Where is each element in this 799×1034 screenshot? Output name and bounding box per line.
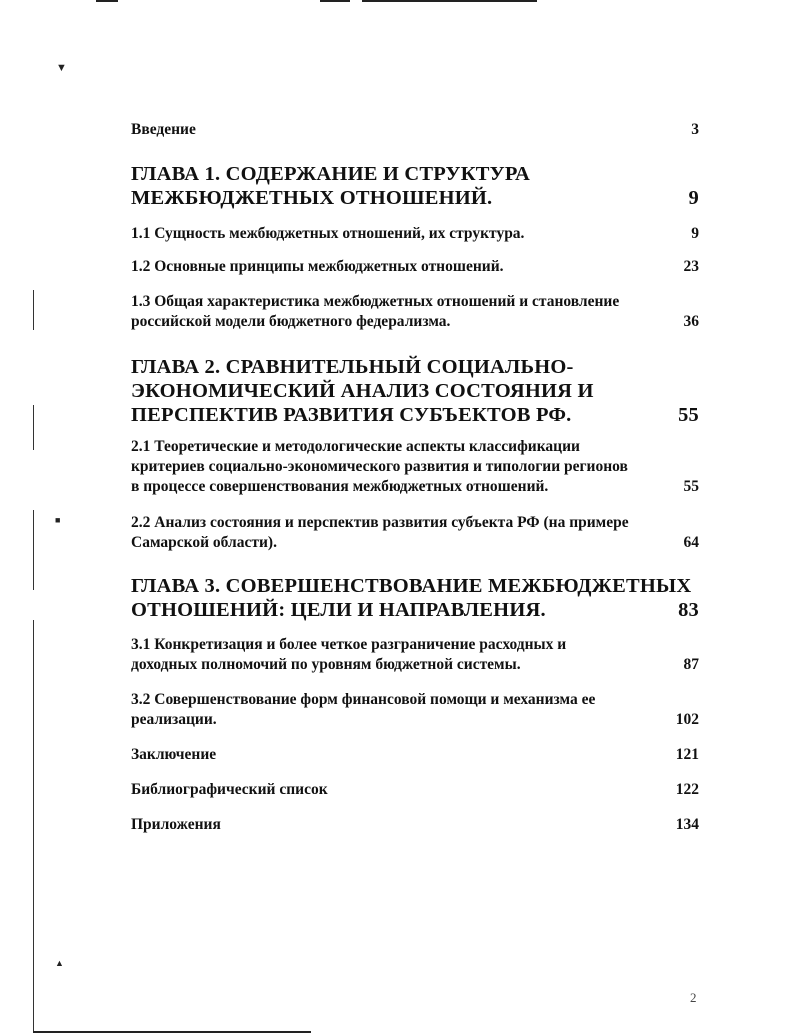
toc-entry-page: 64: [683, 534, 699, 551]
scan-edge: [33, 405, 34, 450]
scan-speck: ▼: [56, 62, 67, 74]
toc-entry-introduction: [131, 120, 699, 140]
toc-entry-title: Библиографический список: [131, 781, 328, 798]
scan-speck: ■: [55, 515, 61, 525]
scan-artifact: [96, 0, 118, 2]
toc-entry-page: 55: [683, 478, 699, 495]
toc-entry-title: Приложения: [131, 816, 221, 833]
scan-edge: [33, 620, 34, 1032]
toc-entry-page: 55: [678, 404, 699, 426]
toc-entry-section-1-1: [131, 224, 699, 244]
toc-entry-section-2-1: [131, 437, 699, 497]
toc-entry-title: 1.1 Сущность межбюджетных отношений, их структура.: [131, 225, 525, 242]
scan-edge: [33, 510, 34, 590]
page-number: 2: [690, 990, 697, 1005]
toc-entry-page: 36: [683, 313, 699, 330]
toc-entry-appendices: [131, 815, 699, 835]
toc-entry-title: Заключение: [131, 746, 217, 763]
scan-artifact: [362, 0, 537, 2]
toc-entry-page: 102: [675, 711, 699, 728]
scan-edge: [33, 1031, 311, 1033]
toc-entry-conclusion: [131, 745, 699, 765]
toc-entry-page: 3: [691, 121, 699, 138]
toc-entry-title: 2.2 Анализ состояния и перспектив развития субъекта РФ (на примере Самарской области).: [131, 514, 629, 551]
toc-entry-title: 1.3 Общая характеристика межбюджетных отношений и становление российской модели бюджетного федерализма.: [131, 293, 620, 330]
toc-entry-section-3-1: [131, 635, 699, 675]
toc-entry-page: 9: [688, 187, 699, 209]
scan-edge: [33, 290, 34, 330]
toc-entry-title: ГЛАВА 1. СОДЕРЖАНИЕ И СТРУКТУРА МЕЖБЮДЖЕТНЫХ ОТНОШЕНИЙ.: [131, 163, 531, 209]
toc-entry-title: ГЛАВА 2. СРАВНИТЕЛЬНЫЙ СОЦИАЛЬНО- ЭКОНОМИЧЕСКИЙ АНАЛИЗ СОСТОЯНИЯ И ПЕРСПЕКТИВ РАЗВИТИЯ СУБЪЕКТОВ РФ.: [131, 356, 594, 426]
toc-entry-title: 2.1 Теоретические и методологические аспекты классификации критериев социально-экономического развития и типологии регионов в процессе совершенствования межбюджетных отношений.: [131, 438, 628, 495]
toc-entry-title: 1.2 Основные принципы межбюджетных отношений.: [131, 258, 504, 275]
toc-entry-page: 83: [678, 599, 699, 621]
toc-entry-page: 9: [691, 225, 699, 242]
toc-entry-page: 122: [675, 781, 699, 798]
toc-entry-page: 87: [683, 656, 699, 673]
toc-entry-page: 134: [675, 816, 699, 833]
toc-entry-title: 3.1 Конкретизация и более четкое разграничение расходных и доходных полномочий по уровням бюджетной системы.: [131, 636, 567, 673]
toc-entry-chapter-1: [131, 162, 699, 210]
scan-artifact: [320, 0, 350, 2]
toc-entry-bibliography: [131, 780, 699, 800]
toc-entry-title: Введение: [131, 121, 196, 138]
toc-entry-section-1-2: [131, 257, 699, 277]
toc-entry-title: 3.2 Совершенствование форм финансовой помощи и механизма ее реализации.: [131, 691, 596, 728]
toc-entry-title: ГЛАВА 3. СОВЕРШЕНСТВОВАНИЕ МЕЖБЮДЖЕТНЫХ ОТНОШЕНИЙ: ЦЕЛИ И НАПРАВЛЕНИЯ.: [131, 575, 692, 621]
toc-entry-section-1-3: [131, 292, 699, 332]
toc-entry-section-2-2: [131, 513, 699, 553]
toc-entry-chapter-2: [131, 355, 699, 427]
toc-entry-page: 23: [683, 258, 699, 275]
toc-entry-page: 121: [675, 746, 699, 763]
toc-entry-section-3-2: [131, 690, 699, 730]
scan-speck: ▲: [55, 958, 64, 968]
toc-entry-chapter-3: [131, 574, 699, 622]
